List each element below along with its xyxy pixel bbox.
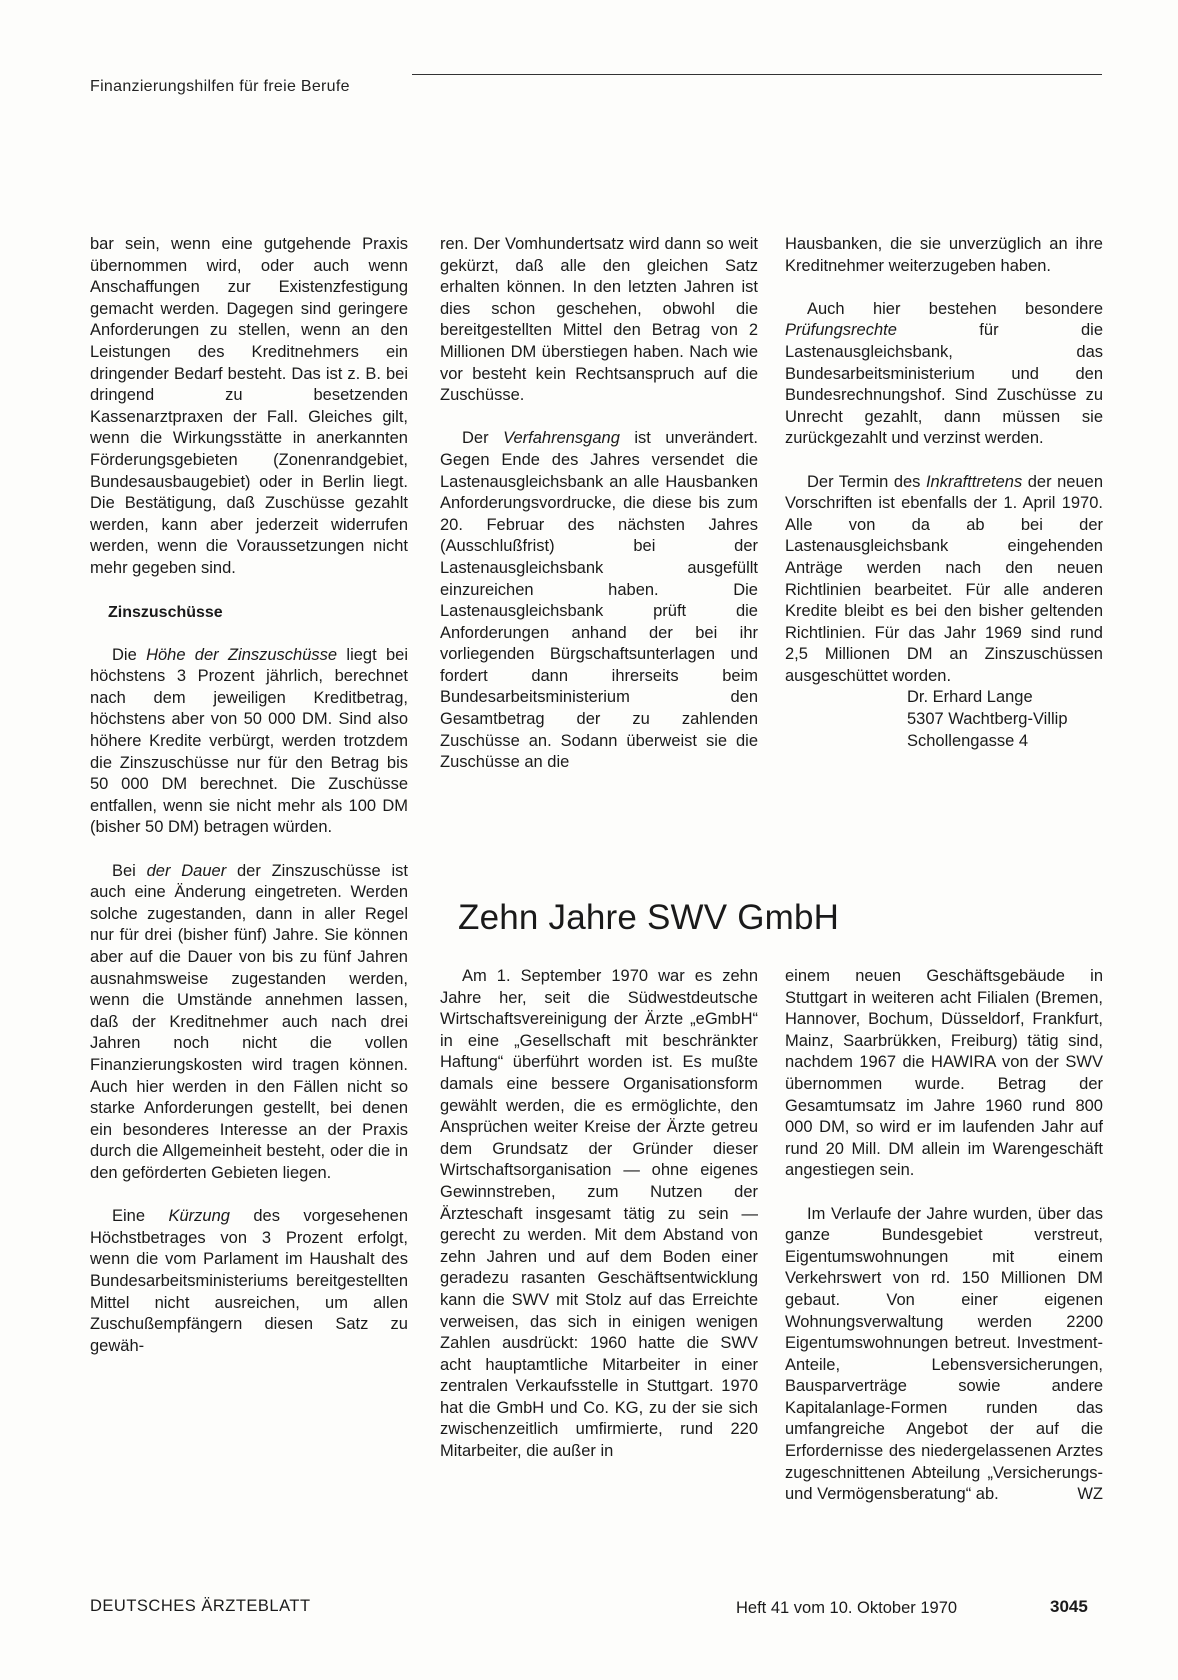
- paragraph: Am 1. September 1970 war es zehn Jahre her, seit die Südwestdeutsche Wirtschaftsvereinigung der Ärzte „eGmbH“ in eine „Gesellschaft mit beschränkter Haftung“ überführt worden ist. Es mußte damals eine bessere Organisationsform gewählt werden, die es ermöglichte, den Ansprüchen weiter Kreise der Ärzte getreu dem Grundsatz der Gründer dieser Wirtschaftsorganisation — ohne eigenes Gewinnstreben, zum Nutzen der Ärzteschaft insgesamt tätig zu sein — gerecht zu werden. Mit dem Abstand von zehn Jahren und auf dem Boden einer geradezu rasanten Geschäftsentwicklung kann die SWV mit Stolz auf das Erreichte verweisen, das sich in einigen wenigen Zahlen ausdrückt: 1960 hatte die SWV acht hauptamtliche Mitarbeiter in einer zentralen Verkaufsstelle in Stuttgart. 1970 hat die GmbH und Co. KG, zu der sie sich zwischenzeitlich umfirmierte, rund 220 Mitarbeiter, die außer in: [440, 967, 758, 1461]
- article-column-middle: [440, 966, 758, 1463]
- paragraph: Hausbanken, die sie unverzüglich an ihre Kreditnehmer weiterzugeben haben.: [785, 235, 1103, 275]
- column-middle: [440, 234, 758, 774]
- author-address: 5307 Wachtberg-Villip: [907, 710, 1068, 729]
- paragraph: Im Verlaufe der Jahre wurden, über das ganze Bundesgebiet verstreut, Eigentumswohnungen mit einem Verkehrswert von rd. 150 Millionen DM gebaut. Von einer eigenen Wohnungsverwaltung werden 2200 Eigentumswohnungen betreut. Investment-Anteile, Lebensversicherungen, Bausparverträge sowie andere Kapitalanlage-Formen runden das umfangreiche Angebot der auf die Erfordernisse des niedergelassenen Arztes zugeschnittenen Abteilung „Versicherungs- und Vermögensberatung“ ab. WZ: [785, 1204, 1103, 1506]
- paragraph: Der Verfahrensgang ist unverändert. Gegen Ende des Jahres versendet die Lastenausgleichsbank an alle Hausbanken Anforderungsvordrucke, die diese bis zum 20. Februar des nächsten Jahres (Ausschlußfrist) bei der Lastenausgleichsbank ausgefüllt einzureichen haben. Die Lastenausgleichsbank prüft die Anforderungen anhand der bei ihr vorliegenden Bürgschaftsunterlagen und fordert dann ihrerseits beim Bundesarbeitsministerium den Gesamtbetrag der zu zahlenden Zuschüsse an. Sodann überweist sie die Zuschüsse an die: [440, 429, 759, 772]
- article-title: Zehn Jahre SWV GmbH: [458, 898, 840, 937]
- running-title: Finanzierungshilfen für freie Berufe: [90, 78, 350, 95]
- paragraph: Bei der Dauer der Zinszuschüsse ist auch eine Änderung eingetreten. Werden solche zugestanden, dann in aller Regel nur für drei (bisher fünf) Jahre. Sie können aber auf die Dauer von bis zu fünf Jahren ausnahmsweise zugestanden werden, wenn die Umstände annehmen lassen, daß der Kreditnehmer auch nach drei Jahren noch nicht die vollen Finanzierungskosten wird tragen können. Auch hier werden in den Fällen nicht so starke Anforderungen gestellt, bei denen ein besonderes Interesse an der Praxis durch die Allgemeinheit besteht, oder die in den geförderten Gebieten liegen.: [90, 861, 408, 1182]
- author-name: Dr. Erhard Lange: [907, 688, 1033, 707]
- paragraph: Eine Kürzung des vorgesehenen Höchstbetrages von 3 Prozent erfolgt, wenn die vom Parlament im Haushalt des Bundesarbeitsministeriums bereitgestellten Mittel nicht ausreichen, um allen Zuschußempfängern diesen Satz zu gewäh-: [90, 1207, 409, 1355]
- author-signature: [785, 687, 1103, 752]
- paragraph: einem neuen Geschäftsgebäude in Stuttgart in weiteren acht Filialen (Bremen, Hannover, Bochum, Düsseldorf, Frankfurt, Mainz, Saarbrükken, Freiburg) tätig sind, nachdem 1967 die HAWIRA von der SWV übernommen wurde. Betrag der Gesamtumsatz im Jahre 1960 rund 800 000 DM, so wird er im laufenden Jahr auf rund 20 Mill. DM allein im Warengeschäft angestiegen sein.: [785, 967, 1103, 1180]
- journal-name: DEUTSCHES ÄRZTEBLATT: [90, 1597, 311, 1615]
- column-right: [785, 234, 1103, 752]
- header-rule: [412, 74, 1102, 75]
- paragraph: Auch hier bestehen besondere Prüfungsrechte für die Lastenausgleichsbank, das Bundesarbeitsministerium und den Bundesrechnungshof. Sind Zuschüsse zu Unrecht gezahlt, dann müssen sie zurückgezahlt und verzinst werden.: [785, 299, 1103, 448]
- paragraph: ren. Der Vomhundertsatz wird dann so weit gekürzt, daß alle den gleichen Satz erhalten können. In den letzten Jahren ist dies schon geschehen, obwohl die bereitgestellten Mittel den Betrag von 2 Millionen DM überstiegen haben. Nach wie vor besteht kein Rechtsanspruch auf die Zuschüsse.: [440, 235, 758, 405]
- author-initials: WZ: [1077, 1485, 1103, 1504]
- issue-info: Heft 41 vom 10. Oktober 1970: [736, 1599, 958, 1617]
- paragraph: Die Höhe der Zinszuschüsse liegt bei höchstens 3 Prozent jährlich, berechnet nach dem jeweiligen Kreditbetrag, höchstens aber von 50 000 DM. Sind also höhere Kredite verbürgt, werden trotzdem die Zinszuschüsse nur für den Betrag bis 50 000 DM berechnet. Die Zuschüsse entfallen, wenn sie nicht mehr als 100 DM (bisher 50 DM) betragen würden.: [90, 645, 408, 837]
- column-left: [90, 234, 408, 1357]
- page-number: 3045: [1050, 1597, 1088, 1616]
- section-heading: Zinszuschüsse: [108, 603, 223, 621]
- paragraph: Der Termin des Inkrafttretens der neuen Vorschriften ist ebenfalls der 1. April 1970. Alle von da ab bei der Lastenausgleichsbank eingehenden Anträge werden nach den neuen Richtlinien bearbeitet. Für alle anderen Kredite bleibt es bei den bisher geltenden Richtlinien. Für das Jahr 1969 sind rund 2,5 Millionen DM an Zinszuschüssen ausgeschüttet worden.: [785, 472, 1103, 685]
- paragraph: bar sein, wenn eine gutgehende Praxis übernommen wird, oder auch wenn Anschaffungen zur Existenzfestigung gemacht werden. Dagegen sind geringere Anforderungen zu stellen, wenn an den Leistungen des Kreditnehmers ein dringender Bedarf besteht. Das ist z. B. bei dringend zu besetzenden Kassenarztpraxen der Fall. Gleiches gilt, wenn die Wirkungsstätte in anerkannten Förderungsgebieten (Zonenrandgebiet, Bundesausbaugebiet) oder in Berlin liegt. Die Bestätigung, daß Zuschüsse gezahlt werden, kann aber jederzeit widerrufen werden, wenn die Voraussetzungen nicht mehr gegeben sind.: [90, 235, 408, 577]
- article-column-right: [785, 966, 1103, 1506]
- author-street: Schollengasse 4: [907, 731, 1029, 750]
